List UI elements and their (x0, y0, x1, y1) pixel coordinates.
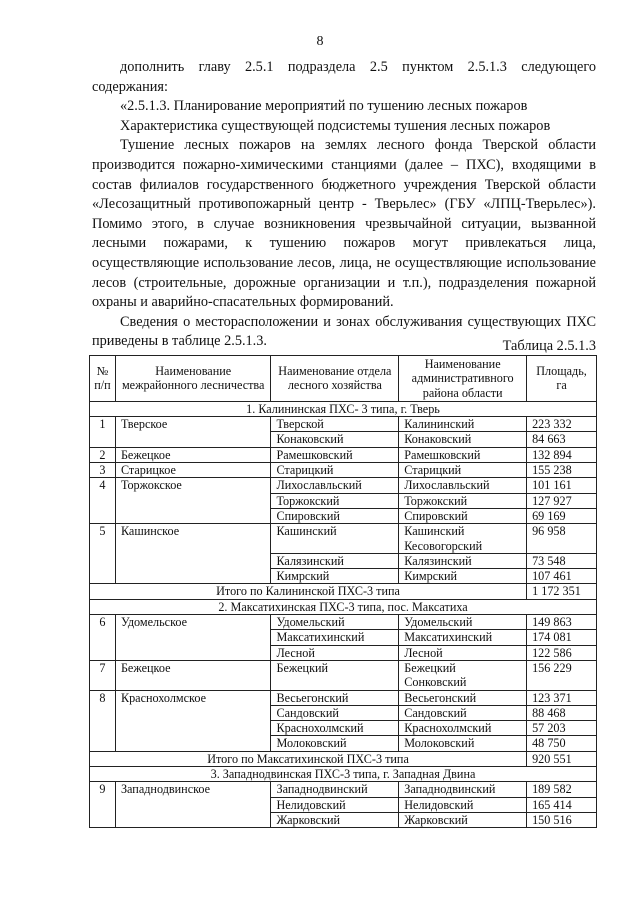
district-name: Кашинский Кесовогорский (399, 524, 527, 554)
department-name: Жарковский (271, 812, 399, 827)
district-name: Торжокский (399, 493, 527, 508)
total-label: Итого по Максатихинской ПХС-3 типа (90, 751, 527, 766)
header-district: Наименование административного района области (399, 356, 527, 402)
area-value: 122 586 (527, 645, 597, 660)
section-title: 2. Максатихинская ПХС-3 типа, пос. Максатиха (90, 599, 597, 614)
district-name: Кимрский (399, 569, 527, 584)
department-name: Старицкий (271, 463, 399, 478)
row-number: 9 (90, 782, 116, 828)
section-row (90, 767, 597, 782)
area-value: 149 863 (527, 615, 597, 630)
area-value: 48 750 (527, 736, 597, 751)
total-row (90, 751, 597, 766)
district-name: Молоковский (399, 736, 527, 751)
table-body (90, 401, 597, 827)
forestry-name: Торжокское (115, 478, 271, 524)
district-name: Лесной (399, 645, 527, 660)
subsection-heading: Характеристика существующей подсистемы тушения лесных пожаров (120, 117, 551, 134)
area-value: 101 161 (527, 478, 597, 493)
body-text (92, 58, 596, 352)
total-row (90, 584, 597, 599)
table-row (90, 463, 597, 478)
area-value: 174 081 (527, 630, 597, 645)
row-number: 5 (90, 524, 116, 584)
department-name: Весьегонский (271, 690, 399, 705)
row-number: 6 (90, 615, 116, 661)
forestry-name: Западнодвинское (115, 782, 271, 828)
department-name: Конаковский (271, 432, 399, 447)
department-name: Удомельский (271, 615, 399, 630)
forestry-name: Старицкое (115, 463, 271, 478)
department-name: Западнодвинский (271, 782, 399, 797)
table-row (90, 660, 597, 690)
district-name: Западнодвинский (399, 782, 527, 797)
section-title: 3. Западнодвинская ПХС-3 типа, г. Западная Двина (90, 767, 597, 782)
pcs-table (89, 355, 597, 828)
department-name: Сандовский (271, 705, 399, 720)
department-name: Калязинский (271, 553, 399, 568)
department-name: Рамешковский (271, 447, 399, 462)
table-row (90, 524, 597, 554)
area-value: 150 516 (527, 812, 597, 827)
district-name: Калининский (399, 417, 527, 432)
department-name: Лесной (271, 645, 399, 660)
table-caption: Таблица 2.5.1.3 (502, 338, 596, 354)
header-area: Площадь, га (527, 356, 597, 402)
total-value: 1 172 351 (527, 584, 597, 599)
forestry-name: Бежецкое (115, 447, 271, 462)
paragraph-intro: дополнить главу 2.5.1 подраздела 2.5 пунктом 2.5.1.3 следующего содержания: (92, 59, 596, 95)
area-value: 156 229 (527, 660, 597, 690)
paragraph-table-ref: Сведения о месторасположении и зонах обслуживания существующих ПХС приведены в таблице 2.5.1.3. (92, 313, 596, 350)
district-name: Конаковский (399, 432, 527, 447)
row-number: 1 (90, 417, 116, 448)
total-label: Итого по Калининской ПХС-3 типа (90, 584, 527, 599)
district-name: Спировский (399, 508, 527, 523)
district-name: Рамешковский (399, 447, 527, 462)
table-header-row (90, 356, 597, 402)
page-number: 8 (316, 34, 324, 49)
table-row (90, 782, 597, 797)
row-number: 8 (90, 690, 116, 751)
district-name: Бежецкий Сонковский (399, 660, 527, 690)
row-number: 7 (90, 660, 116, 690)
department-name: Молоковский (271, 736, 399, 751)
row-number: 4 (90, 478, 116, 524)
area-value: 189 582 (527, 782, 597, 797)
department-name: Лихославльский (271, 478, 399, 493)
department-name: Кашинский (271, 524, 399, 554)
section-heading: «2.5.1.3. Планирование мероприятий по тушению лесных пожаров (120, 98, 528, 115)
table-row (90, 690, 597, 705)
district-name: Весьегонский (399, 690, 527, 705)
department-name: Торжокский (271, 493, 399, 508)
total-value: 920 551 (527, 751, 597, 766)
department-name: Краснохолмский (271, 721, 399, 736)
area-value: 88 468 (527, 705, 597, 720)
area-value: 165 414 (527, 797, 597, 812)
department-name: Спировский (271, 508, 399, 523)
district-name: Лихославльский (399, 478, 527, 493)
area-value: 69 169 (527, 508, 597, 523)
header-department: Наименование отдела лесного хозяйства (271, 356, 399, 402)
area-value: 223 332 (527, 417, 597, 432)
forestry-name: Удомельское (115, 615, 271, 661)
section-row (90, 599, 597, 614)
district-name: Калязинский (399, 553, 527, 568)
district-name: Нелидовский (399, 797, 527, 812)
district-name: Максатихинский (399, 630, 527, 645)
area-value: 107 461 (527, 569, 597, 584)
forestry-name: Краснохолмское (115, 690, 271, 751)
header-forestry: Наименование межрайонного лесничества (115, 356, 271, 402)
forestry-name: Кашинское (115, 524, 271, 584)
district-name: Краснохолмский (399, 721, 527, 736)
table-row (90, 417, 597, 432)
row-number: 3 (90, 463, 116, 478)
section-title: 1. Калининская ПХС- 3 типа, г. Тверь (90, 401, 597, 416)
area-value: 155 238 (527, 463, 597, 478)
header-num: № п/п (90, 356, 116, 402)
table-row (90, 478, 597, 493)
table-row (90, 615, 597, 630)
paragraph-main: Тушение лесных пожаров на землях лесного фонда Тверской области производится пожарно-химическими станциями (далее – ПХС), входящими в состав филиалов государственного бюджетного учреждения Тверской области «Лесозащитный противопожарный центр - Тверьлес» (ГБУ «ЛПЦ-Тверьлес»). Помимо этого, в случае возникновения чрезвычайной ситуации, вызванной лесными пожарами, к тушению пожаров могут привлекаться лица, осуществляющие использование лесов, лица, не осуществляющие использование лесов (строительные, дорожные организации и т.п.), подразделения пожарной охраны и аварийно-спасательных формирований. (92, 137, 596, 311)
department-name: Тверской (271, 417, 399, 432)
forestry-name: Тверское (115, 417, 271, 448)
department-name: Кимрский (271, 569, 399, 584)
district-name: Жарковский (399, 812, 527, 827)
forestry-name: Бежецкое (115, 660, 271, 690)
area-value: 127 927 (527, 493, 597, 508)
area-value: 84 663 (527, 432, 597, 447)
row-number: 2 (90, 447, 116, 462)
district-name: Удомельский (399, 615, 527, 630)
district-name: Старицкий (399, 463, 527, 478)
section-row (90, 401, 597, 416)
area-value: 132 894 (527, 447, 597, 462)
area-value: 96 958 (527, 524, 597, 554)
department-name: Максатихинский (271, 630, 399, 645)
district-name: Сандовский (399, 705, 527, 720)
area-value: 57 203 (527, 721, 597, 736)
table-row (90, 447, 597, 462)
department-name: Нелидовский (271, 797, 399, 812)
area-value: 123 371 (527, 690, 597, 705)
department-name: Бежецкий (271, 660, 399, 690)
area-value: 73 548 (527, 553, 597, 568)
